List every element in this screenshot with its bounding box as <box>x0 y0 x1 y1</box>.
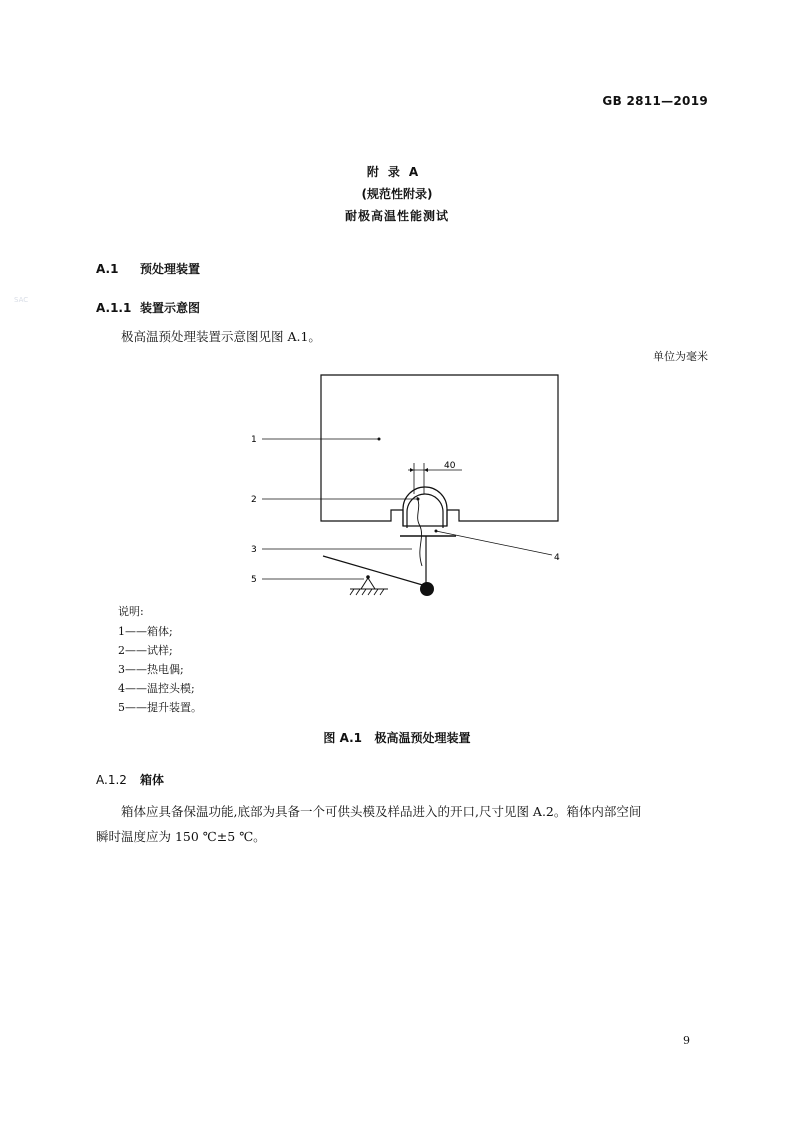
leader-dot-2 <box>417 498 420 501</box>
appendix-heading: 附录A <box>366 165 428 179</box>
callout-4: 4 <box>554 553 560 563</box>
thermocouple-wire <box>417 497 422 566</box>
section-a11-number: A.1.1 <box>96 301 132 315</box>
leader-dot-4 <box>435 530 438 533</box>
leader-line-4 <box>436 531 552 555</box>
section-a11-title: 装置示意图 <box>140 301 201 315</box>
lift-lever <box>323 556 426 586</box>
standard-number-header: GB 2811—2019 <box>602 94 708 108</box>
appendix-type: (规范性附录) <box>361 187 433 201</box>
section-a12-paragraph-line1: 箱体应具备保温功能,底部为具备一个可供头模及样品进入的开口,尺寸见图 A.2。箱体内部空间 <box>121 804 642 819</box>
legend-item-1: 1——箱体; <box>118 625 173 638</box>
section-a11-paragraph: 极高温预处理装置示意图见图 A.1。 <box>121 329 321 344</box>
appendix-title: 耐极高温性能测试 <box>344 209 449 223</box>
section-a12-number: A.1.2 <box>96 773 127 787</box>
legend-title: 说明: <box>118 605 144 618</box>
legend-item-5: 5——提升装置。 <box>118 701 202 714</box>
page-number: 9 <box>683 1034 690 1047</box>
chamber-outline <box>321 375 558 526</box>
legend-item-3: 3——热电偶; <box>118 663 184 676</box>
section-a1-title: 预处理装置 <box>140 262 201 276</box>
leader-dot-1 <box>378 438 381 441</box>
callout-3: 3 <box>251 545 257 555</box>
callout-1: 1 <box>251 435 257 445</box>
section-a1-heading <box>96 260 200 277</box>
section-a12-title: 箱体 <box>140 773 165 787</box>
callout-2: 2 <box>251 495 257 505</box>
lift-weight <box>420 582 434 596</box>
dimension-label: 40 <box>444 461 456 471</box>
section-a1-number: A.1 <box>96 262 119 276</box>
legend-item-4: 4——温控头模; <box>118 682 195 695</box>
figure-caption: 图 A.1 极高温预处理装置 <box>323 731 471 745</box>
section-a12-heading <box>96 771 164 788</box>
section-a11-heading <box>96 299 200 316</box>
legend-item-2: 2——试样; <box>118 644 173 657</box>
watermark-logo: SAC <box>14 296 29 304</box>
preprocessing-device-figure <box>240 366 570 598</box>
ground-hatch <box>350 589 388 595</box>
pivot-pin <box>366 575 370 579</box>
callout-5: 5 <box>251 575 257 585</box>
section-a12-paragraph-line2: 瞬时温度应为 150 ℃±5 ℃。 <box>96 829 266 844</box>
pivot-triangle <box>361 578 375 589</box>
unit-note: 单位为毫米 <box>653 350 708 363</box>
sample-outline <box>403 487 447 526</box>
